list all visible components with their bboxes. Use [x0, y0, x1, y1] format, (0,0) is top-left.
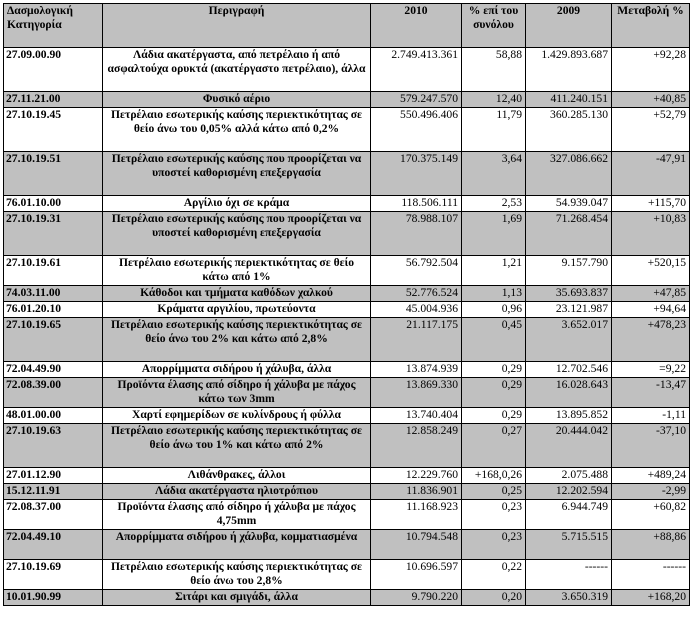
row-code: 27.10.19.61 [4, 256, 103, 286]
row-value-2010: 45.004.936 [371, 302, 462, 318]
table-row [4, 378, 690, 408]
row-value-2010: 13.874.939 [371, 362, 462, 378]
row-description: Λάδια ακατέργαστα, από πετρέλαιο ή από ασφαλτούχα ορυκτά (ακατέργαστο πετρέλαιο), άλλα [103, 48, 371, 92]
row-share: 12,40 [462, 92, 526, 108]
row-change: +489,24 [612, 468, 690, 484]
row-share: 0,96 [462, 302, 526, 318]
row-share: 0,25 [462, 484, 526, 500]
row-description: Πετρέλαιο εσωτερικής καύσης περιεκτικότητας σε θείο άνω του 1% και κάτω από 2% [103, 424, 371, 468]
row-change: +115,70 [612, 196, 690, 212]
row-value-2009: 23.121.987 [526, 302, 612, 318]
row-description: Πετρέλαιο εσωτερικής καύσης που προορίζεται να υποστεί καθορισμένη επεξεργασία [103, 212, 371, 256]
row-code: 72.04.49.10 [4, 530, 103, 560]
header-share: % επί του συνόλου [462, 4, 526, 48]
row-value-2009: 6.944.749 [526, 500, 612, 530]
row-description: Πετρέλαιο εσωτερικής καύσης περιεκτικότητας σε θείο άνω του 2% και κάτω από 2,8% [103, 318, 371, 362]
table-row [4, 286, 690, 302]
row-value-2009: 360.285.130 [526, 108, 612, 152]
row-code: 27.10.19.69 [4, 560, 103, 590]
row-change: -37,10 [612, 424, 690, 468]
table-body [4, 48, 690, 606]
row-code: 27.11.21.00 [4, 92, 103, 108]
table-row [4, 108, 690, 152]
row-description: Σιτάρι και σμιγάδι, άλλα [103, 590, 371, 606]
row-value-2009: 5.715.515 [526, 530, 612, 560]
row-value-2010: 10.794.548 [371, 530, 462, 560]
row-change: +168,20 [612, 590, 690, 606]
row-code: 10.01.90.99 [4, 590, 103, 606]
row-share: 0,20 [462, 590, 526, 606]
table-row [4, 424, 690, 468]
row-description: Προϊόντα έλασης από σίδηρο ή χάλυβα με πάχος κάτω των 3mm [103, 378, 371, 408]
header-row [4, 4, 690, 48]
row-value-2010: 78.988.107 [371, 212, 462, 256]
row-value-2009: 20.444.042 [526, 424, 612, 468]
row-value-2010: 21.117.175 [371, 318, 462, 362]
row-change: +10,83 [612, 212, 690, 256]
row-change: ------ [612, 560, 690, 590]
row-value-2010: 11.168.923 [371, 500, 462, 530]
row-change: +94,64 [612, 302, 690, 318]
header-2010: 2010 [371, 4, 462, 48]
row-share: 0,29 [462, 378, 526, 408]
row-value-2009: 16.028.643 [526, 378, 612, 408]
row-code: 27.09.00.90 [4, 48, 103, 92]
table-row [4, 560, 690, 590]
row-value-2009: 3.650.319 [526, 590, 612, 606]
row-share: 1,69 [462, 212, 526, 256]
row-share: 0,29 [462, 362, 526, 378]
row-code: 27.10.19.65 [4, 318, 103, 362]
row-description: Λιθάνθρακες, άλλοι [103, 468, 371, 484]
row-value-2010: 13.740.404 [371, 408, 462, 424]
row-share: 0,23 [462, 530, 526, 560]
row-value-2010: 2.749.413.361 [371, 48, 462, 92]
header-code: Δασμολογική Κατηγορία [4, 4, 103, 48]
table-row [4, 530, 690, 560]
header-change: Μεταβολή % [612, 4, 690, 48]
row-change: +92,28 [612, 48, 690, 92]
row-share: 0,45 [462, 318, 526, 362]
row-description: Απορρίμματα σιδήρου ή χάλυβα, άλλα [103, 362, 371, 378]
row-code: 48.01.00.00 [4, 408, 103, 424]
row-code: 27.10.19.51 [4, 152, 103, 196]
table-row [4, 500, 690, 530]
table-row [4, 362, 690, 378]
row-description: Πετρέλαιο εσωτερικής καύσης περιεκτικότητας σε θείο άνω του 2,8% [103, 560, 371, 590]
row-value-2009: 71.268.454 [526, 212, 612, 256]
table-row [4, 484, 690, 500]
row-share: 11,79 [462, 108, 526, 152]
row-change: -13,47 [612, 378, 690, 408]
row-code: 72.08.37.00 [4, 500, 103, 530]
imports-table [3, 3, 690, 606]
row-value-2009: 35.693.837 [526, 286, 612, 302]
row-value-2009: 12.202.594 [526, 484, 612, 500]
row-code: 27.01.12.90 [4, 468, 103, 484]
table-row [4, 318, 690, 362]
row-code: 72.04.49.90 [4, 362, 103, 378]
table-row [4, 408, 690, 424]
row-value-2009: 13.895.852 [526, 408, 612, 424]
row-change: +47,85 [612, 286, 690, 302]
row-share: 2,53 [462, 196, 526, 212]
row-description: Πετρέλαιο εσωτερικής καύσης περιεκτικότητας σε θείο άνω του 0,05% αλλά κάτω από 0,2% [103, 108, 371, 152]
table-row [4, 48, 690, 92]
row-value-2010: 118.506.111 [371, 196, 462, 212]
row-share: 3,64 [462, 152, 526, 196]
row-description: Φυσικό αέριο [103, 92, 371, 108]
table-row [4, 212, 690, 256]
table-row [4, 590, 690, 606]
row-value-2009: 411.240.151 [526, 92, 612, 108]
row-change: +478,23 [612, 318, 690, 362]
row-description: Πετρέλαιο εσωτερικής καύσης που προορίζεται να υποστεί καθορισμένη επεξεργασία [103, 152, 371, 196]
row-code: 72.08.39.00 [4, 378, 103, 408]
row-value-2009: 12.702.546 [526, 362, 612, 378]
row-description: Κράματα αργιλίου, πρωτεύοντα [103, 302, 371, 318]
row-value-2009: 3.652.017 [526, 318, 612, 362]
row-description: Λάδια ακατέργαστα ηλιοτρόπιου [103, 484, 371, 500]
row-code: 76.01.20.10 [4, 302, 103, 318]
header-2009: 2009 [526, 4, 612, 48]
row-share: 1,13 [462, 286, 526, 302]
table-row [4, 302, 690, 318]
row-code: 74.03.11.00 [4, 286, 103, 302]
row-code: 76.01.10.00 [4, 196, 103, 212]
row-value-2010: 12.858.249 [371, 424, 462, 468]
row-share: 0,23 [462, 500, 526, 530]
row-description: Προϊόντα έλασης από σίδηρο ή χάλυβα με πάχος 4,75mm [103, 500, 371, 530]
row-value-2009: 54.939.047 [526, 196, 612, 212]
row-value-2010: 170.375.149 [371, 152, 462, 196]
row-share: 0,22 [462, 560, 526, 590]
table-row [4, 196, 690, 212]
row-change: +52,79 [612, 108, 690, 152]
row-share: 0,27 [462, 424, 526, 468]
row-change: +60,82 [612, 500, 690, 530]
table-row [4, 92, 690, 108]
row-value-2010: 52.776.524 [371, 286, 462, 302]
row-code: 27.10.19.45 [4, 108, 103, 152]
table-row [4, 468, 690, 484]
row-change: =9,22 [612, 362, 690, 378]
row-value-2009: ------ [526, 560, 612, 590]
row-value-2009: 1.429.893.687 [526, 48, 612, 92]
row-value-2010: 550.496.406 [371, 108, 462, 152]
row-share: 0,29 [462, 408, 526, 424]
row-code: 27.10.19.31 [4, 212, 103, 256]
row-value-2010: 13.869.330 [371, 378, 462, 408]
row-change: -2,99 [612, 484, 690, 500]
row-share: 58,88 [462, 48, 526, 92]
row-change: +40,85 [612, 92, 690, 108]
header-description: Περιγραφή [103, 4, 371, 48]
row-change: -47,91 [612, 152, 690, 196]
row-value-2009: 9.157.790 [526, 256, 612, 286]
row-value-2009: 327.086.662 [526, 152, 612, 196]
row-description: Αργίλιο όχι σε κράμα [103, 196, 371, 212]
row-change: +88,86 [612, 530, 690, 560]
row-value-2010: 56.792.504 [371, 256, 462, 286]
row-value-2009: 2.075.488 [526, 468, 612, 484]
row-code: 27.10.19.63 [4, 424, 103, 468]
row-value-2010: 9.790.220 [371, 590, 462, 606]
row-value-2010: 12.229.760 [371, 468, 462, 484]
row-code: 15.12.11.91 [4, 484, 103, 500]
table-row [4, 152, 690, 196]
table-row [4, 256, 690, 286]
row-value-2010: 579.247.570 [371, 92, 462, 108]
row-description: Χαρτί εφημερίδων σε κυλίνδρους ή φύλλα [103, 408, 371, 424]
row-value-2010: 10.696.597 [371, 560, 462, 590]
row-share: 1,21 [462, 256, 526, 286]
row-change: +520,15 [612, 256, 690, 286]
row-value-2010: 11.836.901 [371, 484, 462, 500]
row-change: -1,11 [612, 408, 690, 424]
row-description: Κάθοδοι και τμήματα καθόδων χαλκού [103, 286, 371, 302]
row-share: +168,0,26 [462, 468, 526, 484]
row-description: Απορρίμματα σιδήρου ή χάλυβα, κομματιασμένα [103, 530, 371, 560]
row-description: Πετρέλαιο εσωτερικής περιεκτικότητας σε θείο κάτω από 1% [103, 256, 371, 286]
imports-table-container [3, 3, 690, 606]
